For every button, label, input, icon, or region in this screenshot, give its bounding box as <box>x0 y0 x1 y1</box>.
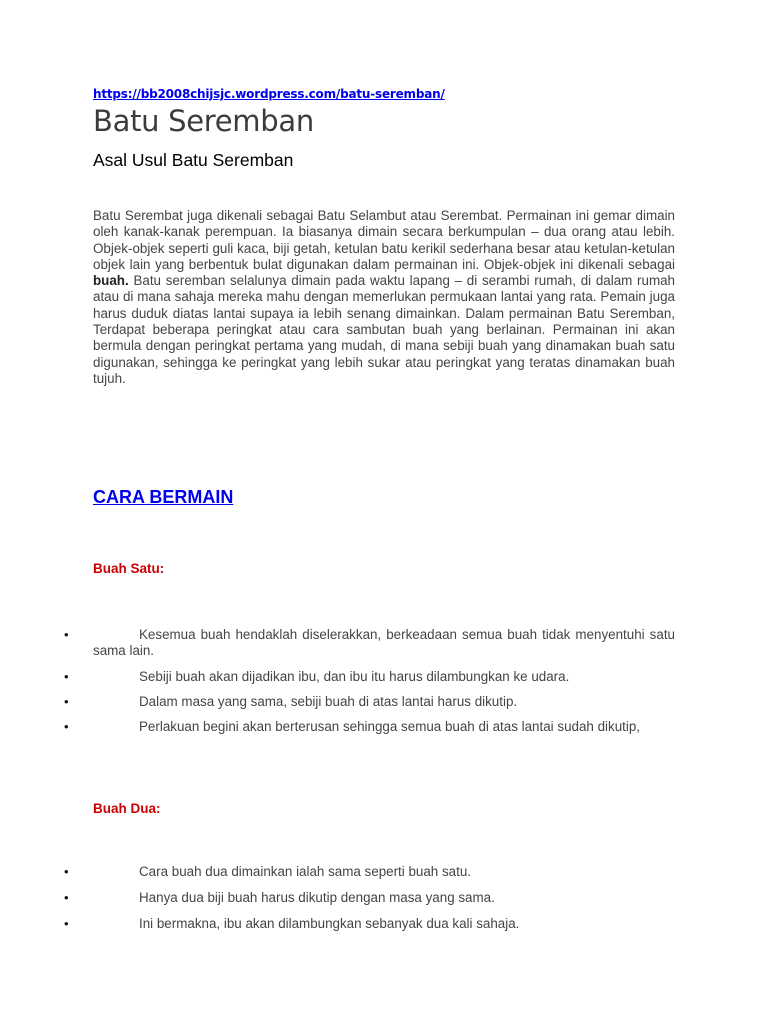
bullet-icon: • <box>64 693 69 709</box>
list-item-text: Dalam masa yang sama, sebiji buah di atas lantai harus dikutip. <box>139 693 518 709</box>
list-item-text: Ini bermakna, ibu akan dilambungkan sebanyak dua kali sahaja. <box>139 915 520 931</box>
bullet-icon: • <box>64 719 69 735</box>
intro-text-start: Batu Serembat juga dikenali sebagai Batu Selambut atau Serembat. Permainan ini gemar dimain oleh kanak-kanak perempuan. Ia biasanya dimain secara berkumpulan – dua orang atau lebih. Objek-objek seperti guli kaca, biji getah, ketulan batu kerikil sederhana besar atau ketulan-ketulan objek lain yang berbentuk bulat digunakan dalam permainan ini. Objek-objek ini dikenali sebagai <box>93 208 675 272</box>
list-item <box>0 864 675 880</box>
list-item <box>0 669 675 685</box>
page-subtitle: Asal Usul Batu Seremban <box>93 150 294 170</box>
list-item <box>0 694 675 710</box>
list-item <box>0 916 675 932</box>
list-item-text: Cara buah dua dimainkan ialah sama seperti buah satu. <box>139 864 472 879</box>
bullet-icon: • <box>64 915 69 931</box>
list-item-text: Hanya dua biji buah harus dikutip dengan masa yang sama. <box>139 889 495 905</box>
bullet-icon: • <box>64 889 69 905</box>
bullet-icon: • <box>64 668 69 684</box>
list-item-text: Kesemua buah hendaklah diselerakkan, berkeadaan semua buah tidak menyentuhi satu sama lain. <box>93 627 675 659</box>
section-heading-cara-bermain[interactable]: CARA BERMAIN <box>93 487 234 507</box>
stage-heading-buah-satu: Buah Satu: <box>93 561 165 576</box>
intro-text-end: Batu seremban selalunya dimain pada waktu lapang – di serambi rumah, di dalam rumah atau di mana sahaja mereka mahu dengan memerlukan permukaan lantai yang rata. Pemain juga harus duduk diatas lantai supaya ia lebih senang dimainkan. Dalam permainan Batu Seremban, Terdapat beberapa peringkat atau cara sambutan buah yang berlainan. Permainan ini akan bermula dengan peringkat pertama yang mudah, di mana sebiji buah yang dinamakan buah satu digunakan, sehingga ke peringkat yang lebih sukar atau peringkat yang teratas dinamakan buah tujuh. <box>93 273 675 386</box>
source-url-link[interactable]: https://bb2008chijsjc.wordpress.com/batu-seremban/ <box>93 87 445 101</box>
buah-satu-list <box>0 627 675 735</box>
intro-paragraph <box>93 208 675 387</box>
list-item <box>0 627 675 660</box>
stage-heading-buah-dua: Buah Dua: <box>93 801 161 816</box>
intro-bold-term: buah. <box>93 273 129 289</box>
bullet-icon: • <box>64 864 69 879</box>
list-item <box>0 719 675 735</box>
list-item <box>0 890 675 906</box>
buah-dua-list <box>0 864 675 941</box>
list-item-text: Sebiji buah akan dijadikan ibu, dan ibu itu harus dilambungkan ke udara. <box>139 668 570 684</box>
list-item-text: Perlakuan begini akan berterusan sehingga semua buah di atas lantai sudah dikutip, <box>139 719 641 735</box>
page-title: Batu Seremban <box>93 104 314 138</box>
bullet-icon: • <box>64 627 69 642</box>
